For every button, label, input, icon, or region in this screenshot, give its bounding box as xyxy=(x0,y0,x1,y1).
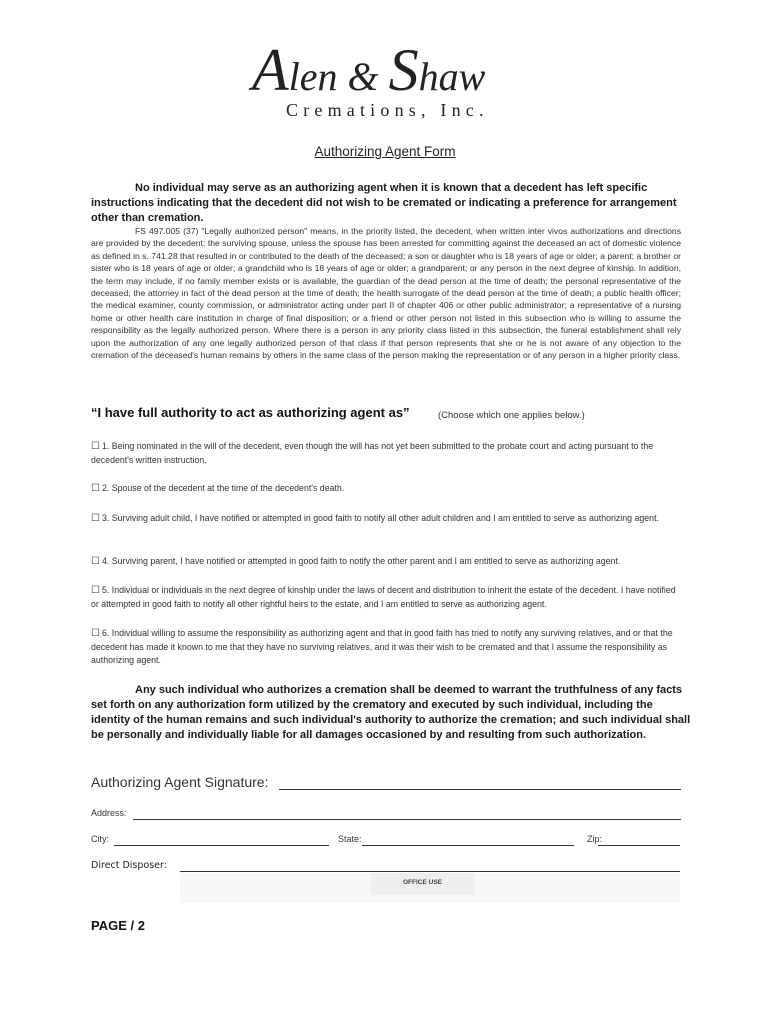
authority-heading: “I have full authority to act as authorizing agent as” xyxy=(91,405,410,420)
zip-field[interactable] xyxy=(598,845,680,846)
page-number: PAGE / 2 xyxy=(91,918,145,933)
liability-paragraph: Any such individual who authorizes a cremation shall be deemed to warrant the truthfulness of any facts set forth on any authorization form utilized by the crematory and executed by such individual, including the identity of the human remains and such individual's authority to authorize the cremation; and such individual shall be personally and individually liable for all damages occasioned by and resulting from such authorization. xyxy=(91,684,691,741)
company-logo xyxy=(250,37,530,125)
option-6-text: 6. Individual willing to assume the responsibility as authorizing agent and that in good faith has tried to notify any surviving relatives, and or that the decedent has made it known to me that they have no surviving relatives, and it was their wish to be cremated and that I assume the responsibility as authorizing agent. xyxy=(91,628,673,665)
statute-paragraph: FS 497.005 (37) "Legally authorized person" means, in the priority listed, the decedent, when written inter vivos authorizations and directions are provided by the decedent; the surviving spouse, unless the spouse has been arrested for committing against the deceased an act of domestic violence as defined in s. 741.28 that resulted in or contributed to the death of the deceased; a son or daughter who is 18 years of age or older; a parent; a brother or sister who is 18 years of age or older; a grandchild who is 18 years of age or older; a grandparent; or any person in the next degree of kinship. In addition, the term may include, if no family member exists or is available, the guardian of the dead person at the time of death; the personal representative of the deceased; the attorney in fact of the dead person at the time of death; the health surrogate of the dead person at the time of death; a public health officer; the medical examiner, county commission, or administrator acting under part II of chapter 406 or other public administrator; a representative of a nursing home or other health care institution in charge of final disposition; or a friend or other person not listed in this subsection who is willing to assume the responsibility as the legally authorized person. Where there is a person in any priority class listed in this subsection, the funeral establishment shall rely upon the authorization of any one legally authorized person of that class if that person represents that she or he is not aware of any objection to the cremation of the deceased's human remains by others in the same class of the person making the representation or of any person in a higher priority class. xyxy=(91,226,681,361)
signature-field[interactable] xyxy=(279,789,681,790)
signature-row xyxy=(91,774,681,794)
intro-paragraph: No individual may serve as an authorizing agent when it is known that a decedent has left specific instructions indicating that the decedent did not wish to be cremated or indicating a preference for arrangement other than cremation. xyxy=(91,182,677,224)
direct-disposer-label: Direct Disposer: xyxy=(91,860,167,871)
signature-label: Authorizing Agent Signature: xyxy=(91,774,269,790)
option-6 xyxy=(91,627,685,668)
option-1 xyxy=(91,440,685,467)
state-field[interactable] xyxy=(362,845,574,846)
option-5-text: 5. Individual or individuals in the next degree of kinship under the laws of decent and distribution to inherit the estate of the decedent. I have notified or attempted in good faith to notify all other rightful heirs to the estate, and I am entitled to serve as authorizing agent. xyxy=(91,585,676,609)
option-4-text: 4. Surviving parent, I have notified or attempted in good faith to notify the other parent and I am entitled to serve as authorizing agent. xyxy=(101,556,621,566)
option-3 xyxy=(91,512,685,526)
zip-label: Zip: xyxy=(587,834,603,844)
option-3-text: 3. Surviving adult child, I have notified or attempted in good faith to notify all other adult children and I am entitled to serve as authorizing agent. xyxy=(101,513,659,523)
checkbox-4[interactable]: ☐ xyxy=(91,556,100,567)
logo-subtitle: Cremations, Inc. xyxy=(286,100,489,120)
city-field[interactable] xyxy=(114,845,329,846)
checkbox-5[interactable]: ☐ xyxy=(91,585,100,596)
option-2 xyxy=(91,482,685,496)
authority-note: (Choose which one applies below.) xyxy=(438,410,585,421)
address-label: Address: xyxy=(91,808,127,818)
form-title: Authorizing Agent Form xyxy=(314,144,456,159)
checkbox-2[interactable]: ☐ xyxy=(91,483,100,494)
checkbox-1[interactable]: ☐ xyxy=(91,441,100,452)
logo-name: Alen & Shaw xyxy=(252,37,486,103)
state-label: State: xyxy=(338,834,362,844)
option-5 xyxy=(91,584,685,611)
address-field[interactable] xyxy=(133,819,681,820)
direct-disposer-field[interactable] xyxy=(180,871,680,872)
option-1-text: 1. Being nominated in the will of the decedent, even though the will has not yet been submitted to the probate court and acting pursuant to the decedent's written instruction. xyxy=(91,441,654,465)
city-label: City: xyxy=(91,834,109,844)
option-2-text: 2. Spouse of the decedent at the time of the decedent's death. xyxy=(101,483,345,493)
office-use-box: OFFICE USE xyxy=(371,873,474,895)
checkbox-6[interactable]: ☐ xyxy=(91,628,100,639)
checkbox-3[interactable]: ☐ xyxy=(91,513,100,524)
option-4 xyxy=(91,555,685,569)
